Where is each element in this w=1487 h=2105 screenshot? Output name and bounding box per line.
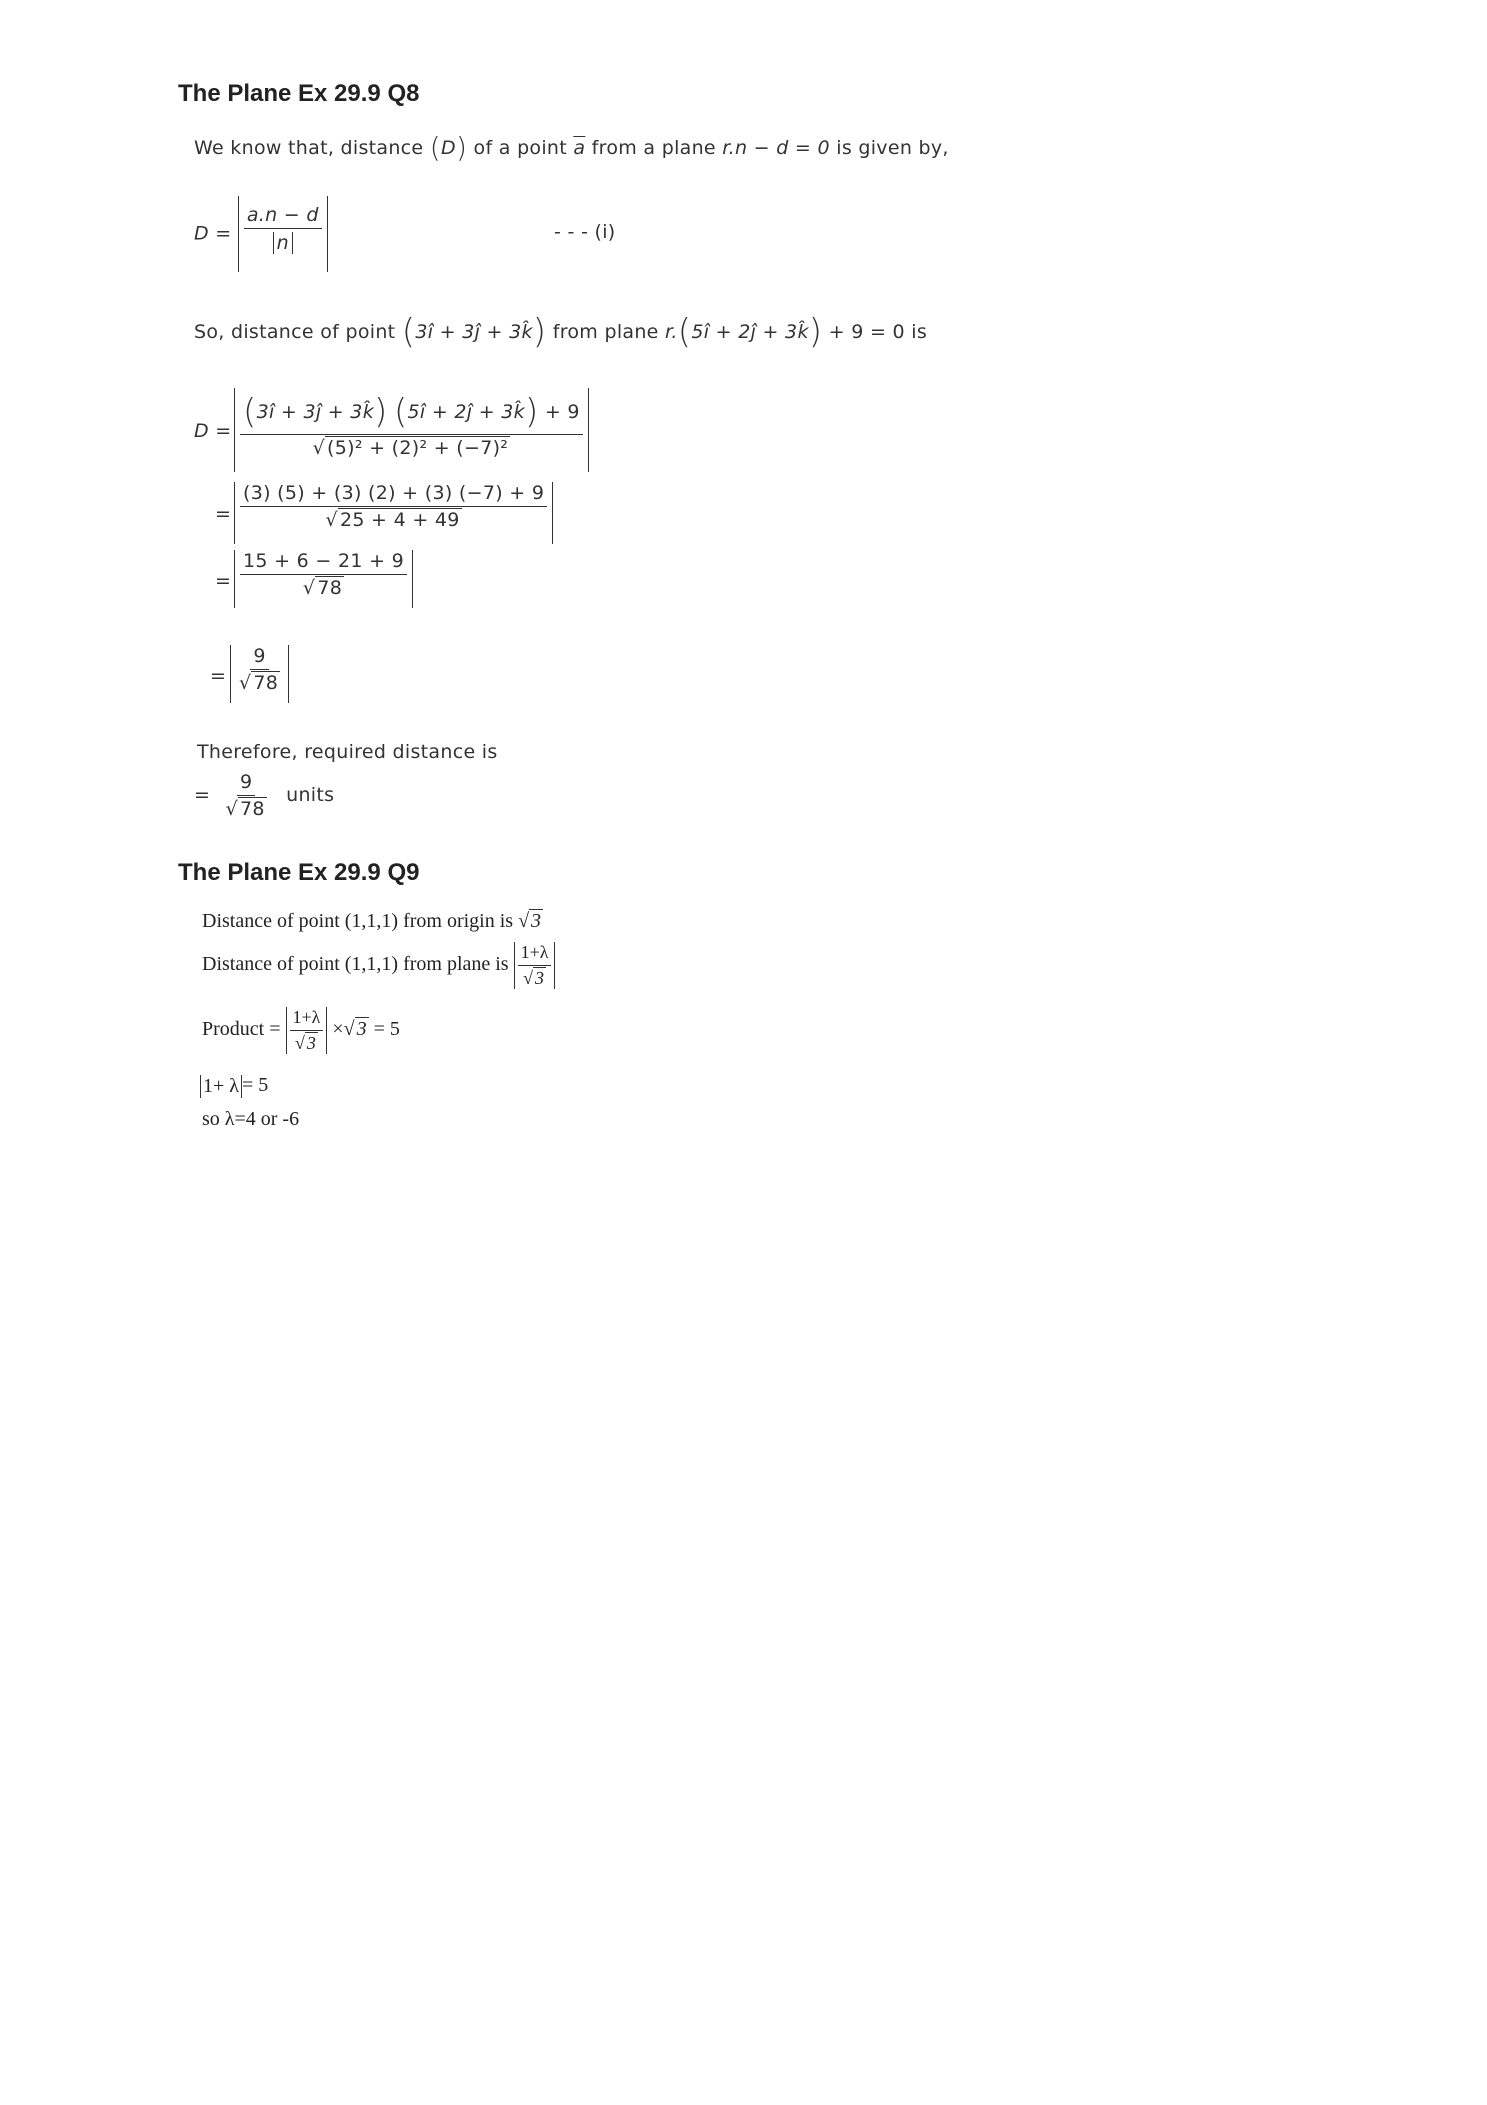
so-text-c: is bbox=[911, 321, 928, 343]
step1-den: √ (5)² + (2)² + (−7)² bbox=[312, 437, 509, 459]
step1-expr bbox=[234, 388, 589, 472]
answer-lhs: = bbox=[194, 784, 211, 806]
intro-text-b: of a point bbox=[473, 137, 568, 159]
q8-formula bbox=[194, 196, 328, 272]
formula-den: n bbox=[270, 229, 296, 254]
step1-lhs: D = bbox=[194, 420, 232, 442]
so-plane-n: 5î + 2ĵ + 3k̂ bbox=[691, 321, 809, 343]
intro-text-a: We know that, distance bbox=[194, 137, 424, 159]
step3-expr bbox=[234, 550, 413, 608]
formula-abs bbox=[238, 196, 328, 272]
intro-D: D bbox=[441, 137, 456, 159]
step4-lhs: = bbox=[210, 665, 227, 687]
step2-expr bbox=[234, 482, 553, 544]
step3-lhs: = bbox=[215, 570, 232, 592]
q8-therefore: Therefore, required distance is bbox=[197, 741, 498, 763]
intro-text-d: is given by, bbox=[836, 137, 949, 159]
step4-expr bbox=[230, 645, 289, 703]
step1-num: (3î + 3ĵ + 3k̂) (5î + 2ĵ + 3k̂) + 9 bbox=[240, 392, 583, 435]
q8-so-line: So, distance of point (3î + 3ĵ + 3k̂) from plane r.(5î + 2ĵ + 3k̂) + 9 = 0 is bbox=[194, 312, 928, 352]
step4-den: √ 78 bbox=[239, 672, 279, 694]
so-text-a: So, distance of point bbox=[194, 321, 396, 343]
step3-den: √ 78 bbox=[302, 577, 343, 599]
answer-num: 9 bbox=[237, 771, 255, 796]
formula-num: a.n − d bbox=[244, 204, 322, 229]
q8-intro: We know that, distance (D) of a point $\overline{a}$ from a plane r.n − d = 0 is given by, bbox=[194, 131, 949, 164]
q9-heading: The Plane Ex 29.9 Q9 bbox=[178, 859, 420, 886]
answer-unit: units bbox=[286, 784, 335, 806]
formula-tag: - - - (i) bbox=[554, 221, 616, 243]
step2-num: (3) (5) + (3) (2) + (3) (−7) + 9 bbox=[240, 482, 547, 507]
q8-heading: The Plane Ex 29.9 Q8 bbox=[178, 80, 420, 107]
formula-lhs: D = bbox=[194, 222, 232, 245]
so-text-b: from plane bbox=[552, 321, 659, 343]
q8-answer bbox=[194, 771, 334, 820]
q9-line5: so λ=4 or -6 bbox=[202, 1108, 300, 1130]
step2-lhs: = bbox=[215, 503, 232, 525]
intro-plane: r.n − d = 0 bbox=[722, 137, 830, 159]
so-plane-tail: + 9 = 0 bbox=[828, 321, 905, 343]
intro-text-c: from a plane bbox=[591, 137, 716, 159]
so-point: 3î + 3ĵ + 3k̂ bbox=[415, 321, 533, 343]
answer-den: √ 78 bbox=[225, 798, 265, 820]
step2-den: √ 25 + 4 + 49 bbox=[325, 509, 460, 531]
intro-avec: $\overline{a}$ bbox=[573, 137, 586, 159]
step3-num: 15 + 6 − 21 + 9 bbox=[240, 550, 407, 575]
step4-num: 9 bbox=[250, 645, 268, 670]
so-plane-r: r. bbox=[665, 321, 678, 343]
q9-line3: Product = $\frac{1+\lambda}{√ 3}$ ×√ 3 = 5 bbox=[202, 1007, 400, 1053]
q9-line4: 1+ λ = 5 bbox=[200, 1074, 268, 1098]
q9-line1: Distance of point (1,1,1) from origin is √ 3 bbox=[202, 910, 542, 932]
q9-line2: Distance of point (1,1,1) from plane is $\frac{1+\lambda}{√ 3}$ bbox=[202, 942, 555, 989]
